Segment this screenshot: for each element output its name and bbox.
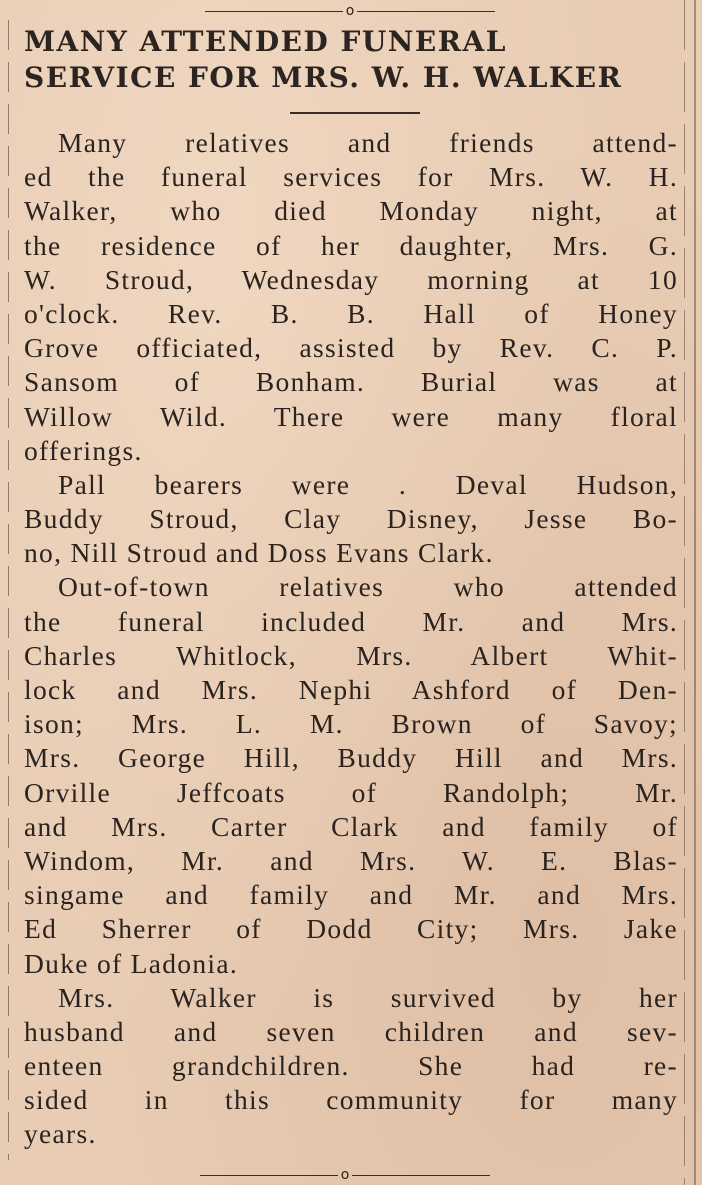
article-line: Out-of-town relatives who attended xyxy=(58,571,678,603)
ornament-circle: o xyxy=(345,3,355,19)
article-line: Charles Whitlock, Mrs. Albert Whit- xyxy=(24,639,678,671)
article-line: Willow Wild. There were many floral xyxy=(24,400,678,432)
article-line: offerings. xyxy=(24,434,143,466)
article-line: Duke of Ladonia. xyxy=(24,947,238,979)
article-body xyxy=(24,126,678,1152)
column-edge-right xyxy=(694,0,696,1185)
article-line: enteen grandchildren. She had re- xyxy=(24,1050,678,1082)
article-line: sided in this community for many xyxy=(24,1084,678,1116)
bottom-ornament-rule xyxy=(200,1168,490,1182)
article-line: lock and Mrs. Nephi Ashford of Den- xyxy=(24,674,678,705)
article-line: W. Stroud, Wednesday morning at 10 xyxy=(24,263,678,295)
article-line: Walker, who died Monday night, at xyxy=(24,195,678,227)
article-line: Mrs. Walker is survived by her xyxy=(58,981,678,1013)
article-line: no, Nill Stroud and Doss Evans Clark. xyxy=(24,537,494,569)
article-line: Grove officiated, assisted by Rev. C. P. xyxy=(24,332,678,364)
article-line: ed the funeral services for Mrs. W. H. xyxy=(24,161,678,193)
article-line: Pall bearers were . Deval Hudson, xyxy=(58,468,678,500)
top-ornament-rule xyxy=(205,3,495,19)
article-line: singame and family and Mr. and Mrs. xyxy=(24,879,678,911)
article-line: years. xyxy=(24,1118,97,1150)
headline-line-1: MANY ATTENDED FUNERAL xyxy=(24,25,507,58)
headline-line-2: SERVICE FOR MRS. W. H. WALKER xyxy=(24,61,623,94)
rule-line xyxy=(205,11,343,12)
article-line: o'clock. Rev. B. B. Hall of Honey xyxy=(24,297,678,329)
column-rule-left xyxy=(8,20,9,1160)
article-line: Many relatives and friends attend- xyxy=(58,127,678,158)
rule-line xyxy=(200,1175,338,1176)
column-rule-right xyxy=(684,0,685,1185)
article-line: the funeral included Mr. and Mrs. xyxy=(24,605,678,637)
article-line: Mrs. George Hill, Buddy Hill and Mrs. xyxy=(24,742,678,774)
article-line: husband and seven children and sev- xyxy=(24,1015,678,1047)
article-line: Windom, Mr. and Mrs. W. E. Blas- xyxy=(24,844,678,876)
article-line: Sansom of Bonham. Burial was at xyxy=(24,366,678,398)
article-line: the residence of her daughter, Mrs. G. xyxy=(24,229,678,261)
ornament-circle: o xyxy=(340,1167,350,1183)
article-line: Buddy Stroud, Clay Disney, Jesse Bo- xyxy=(24,503,678,535)
rule-line xyxy=(352,1175,490,1176)
rule-line xyxy=(357,11,495,12)
headline xyxy=(24,24,684,96)
article-line: and Mrs. Carter Clark and family of xyxy=(24,810,678,842)
article-line: Orville Jeffcoats of Randolph; Mr. xyxy=(24,776,678,808)
headline-underline-rule xyxy=(290,112,420,114)
article-line: Ed Sherrer of Dodd City; Mrs. Jake xyxy=(24,913,678,945)
article-line: ison; Mrs. L. M. Brown of Savoy; xyxy=(24,708,678,740)
